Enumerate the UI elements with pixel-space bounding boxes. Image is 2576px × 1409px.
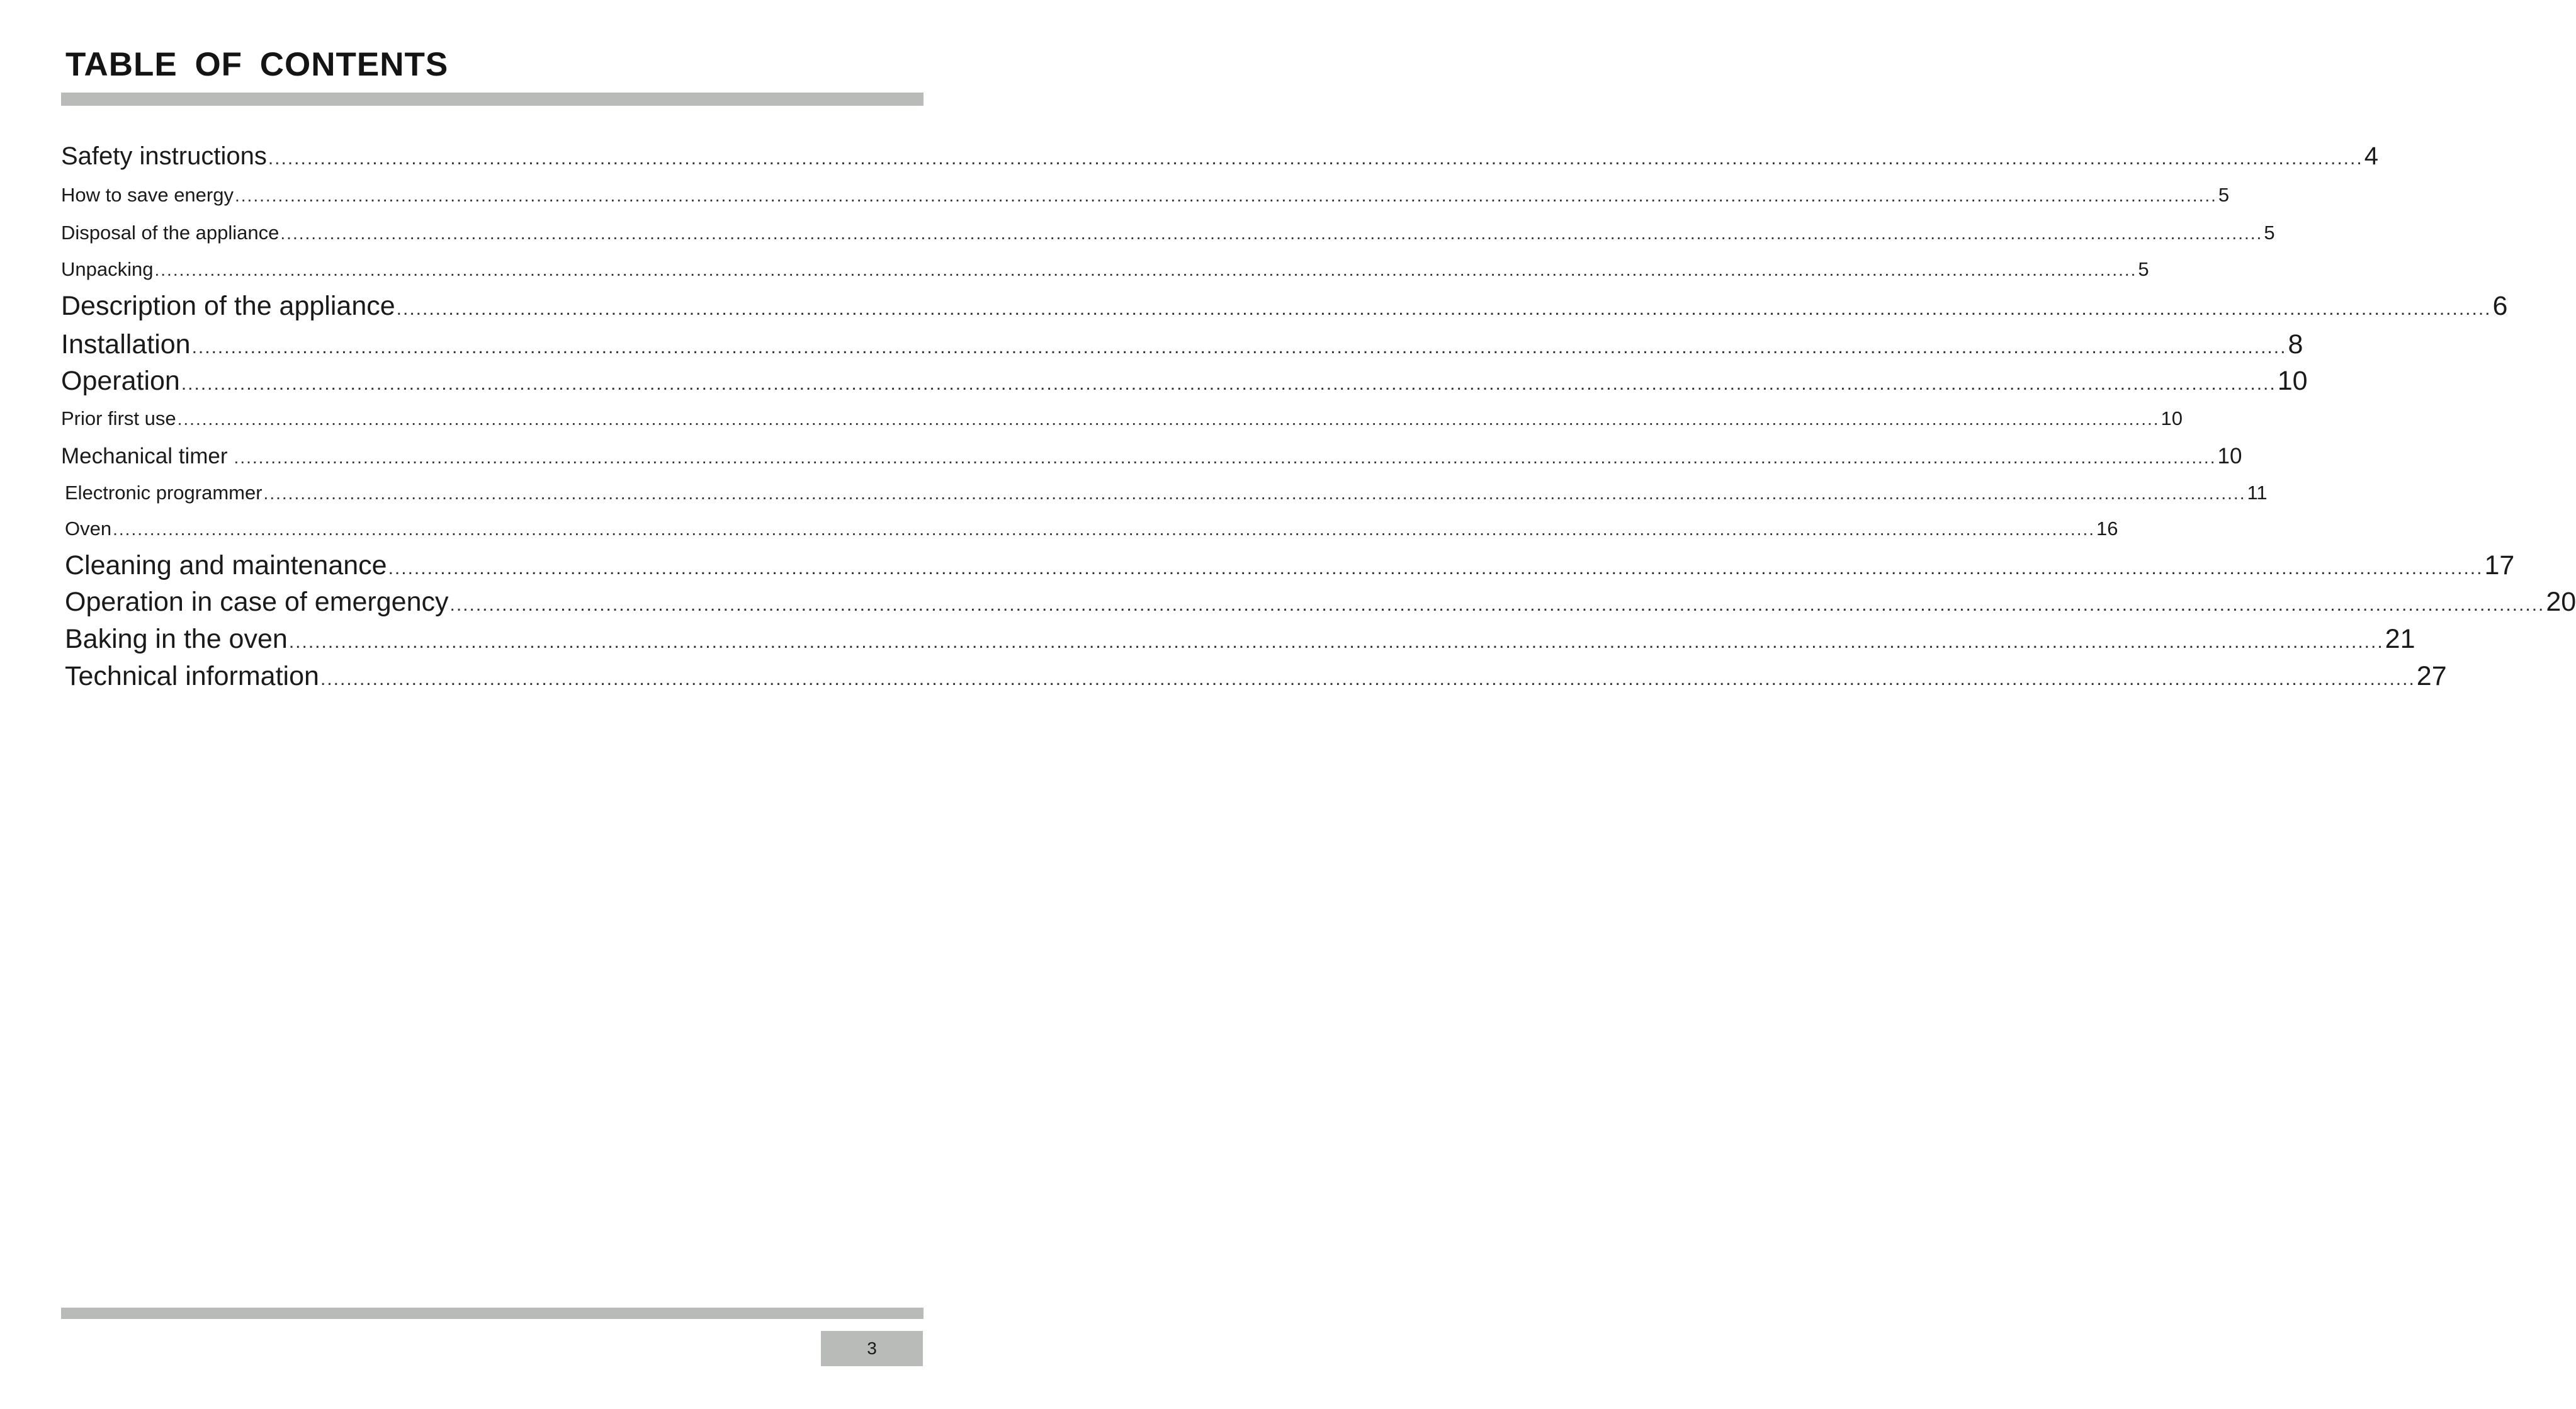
toc-entry-page: 10 xyxy=(2161,407,2183,429)
toc-entry-baking-in-the-oven[interactable] xyxy=(65,624,2415,655)
toc-entry-label: Cleaning and maintenance xyxy=(65,550,387,580)
toc-entry-operation-in-case-of-emergency[interactable] xyxy=(65,587,2576,618)
toc-entry-page: 6 xyxy=(2492,291,2508,321)
toc-entry-technical-information[interactable] xyxy=(65,661,2447,692)
toc-entry-label: Installation xyxy=(61,329,191,359)
toc-entry-cleaning-and-maintenance[interactable] xyxy=(65,550,2515,581)
dot-leader: .................................................................................................................................................................................................................................................................................................................................. xyxy=(177,409,2160,429)
toc-entry-electronic-programmer[interactable] xyxy=(65,482,2268,504)
dot-leader: .................................................................................................................................................................................................................................................................................................................................. xyxy=(263,484,2246,503)
toc-entry-label: Unpacking xyxy=(61,258,154,280)
toc-entry-label: Operation in case of emergency xyxy=(65,587,449,617)
toc-entry-label: How to save energy xyxy=(61,184,234,206)
toc-entry-page: 27 xyxy=(2416,661,2447,691)
toc-entry-page: 5 xyxy=(2264,222,2275,244)
toc-entry-unpacking[interactable] xyxy=(61,258,2149,281)
toc-entry-description-of-the-appliance[interactable] xyxy=(61,291,2508,322)
page-number: 3 xyxy=(821,1331,923,1366)
toc-entry-label: Description of the appliance xyxy=(61,291,395,321)
dot-leader: .................................................................................................................................................................................................................................................................................................................................. xyxy=(396,298,2492,319)
toc-entry-label: Electronic programmer xyxy=(65,482,263,504)
dot-leader: .................................................................................................................................................................................................................................................................................................................................. xyxy=(280,224,2263,243)
toc-entry-mechanical-timer[interactable] xyxy=(61,444,2242,469)
toc-entry-label: Technical information xyxy=(65,661,319,691)
toc-entry-page: 10 xyxy=(2277,366,2308,396)
dot-leader: .................................................................................................................................................................................................................................................................................................................................. xyxy=(181,373,2276,394)
footer-divider-bar xyxy=(61,1308,924,1319)
toc-entry-page: 5 xyxy=(2138,258,2149,280)
toc-entry-label: Disposal of the appliance xyxy=(61,222,280,244)
toc-entry-label: Mechanical timer xyxy=(61,444,228,468)
toc-entry-label: Safety instructions xyxy=(61,142,267,170)
toc-entry-label: Oven xyxy=(65,518,112,540)
toc-entry-page: 17 xyxy=(2484,550,2515,580)
dot-leader: .................................................................................................................................................................................................................................................................................................................................. xyxy=(388,558,2483,579)
toc-entry-how-to-save-energy[interactable] xyxy=(61,184,2230,207)
page-title: TABLE OF CONTENTS xyxy=(65,46,449,83)
toc-entry-label: Baking in the oven xyxy=(65,624,288,654)
toc-entry-page: 20 xyxy=(2546,587,2576,617)
toc-entry-label: Operation xyxy=(61,366,180,396)
dot-leader: .................................................................................................................................................................................................................................................................................................................................. xyxy=(234,186,2217,205)
dot-leader: .................................................................................................................................................................................................................................................................................................................................. xyxy=(268,148,2363,169)
dot-leader: .................................................................................................................................................................................................................................................................................................................................. xyxy=(320,669,2415,689)
dot-leader: .................................................................................................................................................................................................................................................................................................................................. xyxy=(234,448,2217,467)
header-divider-bar xyxy=(61,93,924,106)
toc-entry-page: 8 xyxy=(2288,329,2303,359)
toc-entry-page: 21 xyxy=(2385,624,2415,654)
dot-leader: .................................................................................................................................................................................................................................................................................................................................. xyxy=(449,594,2545,615)
toc-entry-oven[interactable] xyxy=(65,518,2118,540)
toc-entry-page: 4 xyxy=(2364,142,2378,170)
dot-leader: .................................................................................................................................................................................................................................................................................................................................. xyxy=(113,519,2096,539)
dot-leader: .................................................................................................................................................................................................................................................................................................................................. xyxy=(191,337,2287,358)
dot-leader: .................................................................................................................................................................................................................................................................................................................................. xyxy=(154,260,2137,280)
toc-entry-prior-first-use[interactable] xyxy=(61,407,2183,430)
toc-entry-disposal-of-the-appliance[interactable] xyxy=(61,222,2275,244)
toc-entry-page: 10 xyxy=(2217,444,2242,468)
toc-entry-page: 11 xyxy=(2247,482,2268,504)
toc-entry-page: 16 xyxy=(2096,518,2118,540)
toc-entry-installation[interactable] xyxy=(61,329,2303,360)
toc-entry-page: 5 xyxy=(2218,184,2230,206)
dot-leader: .................................................................................................................................................................................................................................................................................................................................. xyxy=(288,631,2384,652)
toc-entry-operation[interactable] xyxy=(61,366,2308,397)
toc-entry-safety-instructions[interactable] xyxy=(61,142,2378,171)
toc-entry-label: Prior first use xyxy=(61,407,176,429)
